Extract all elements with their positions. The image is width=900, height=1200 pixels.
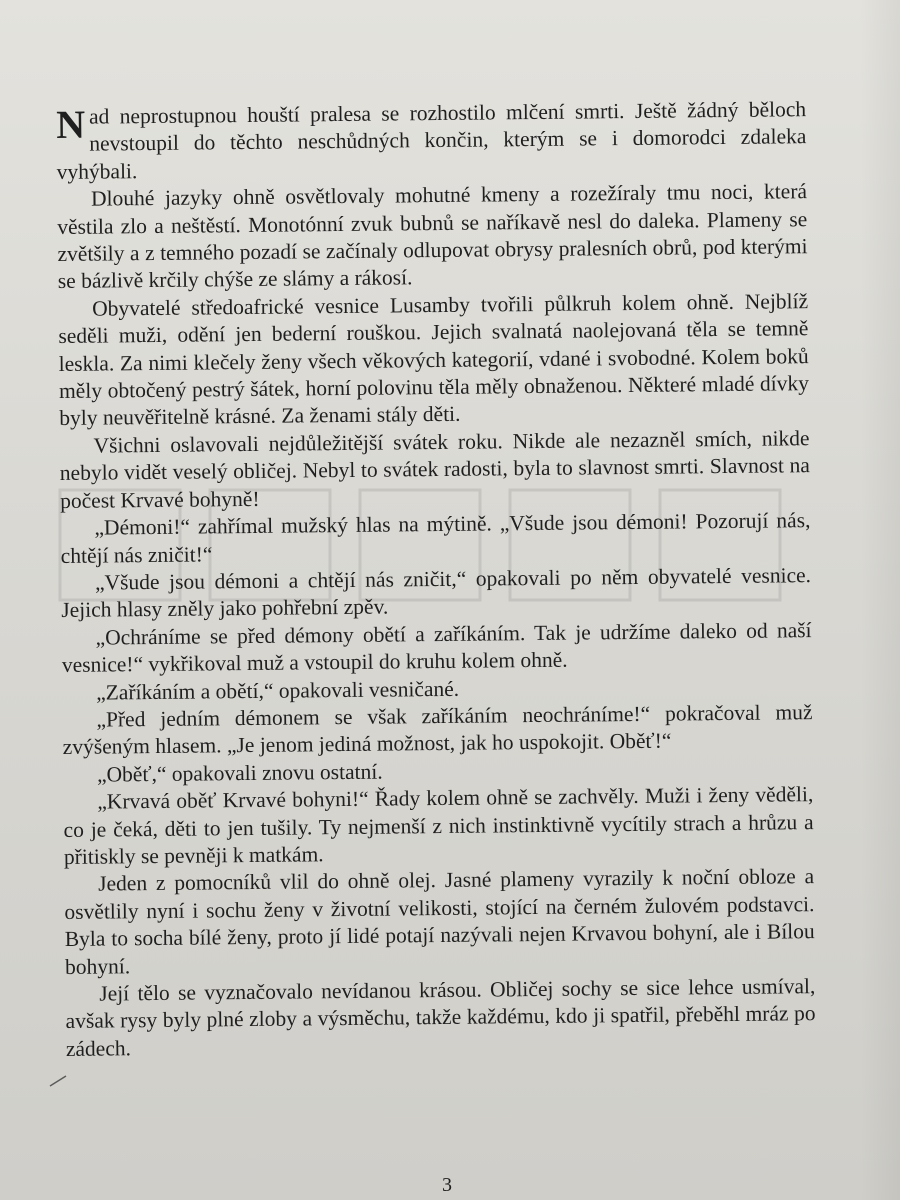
paragraph: Dlouhé jazyky ohně osvětlovaly mohutné kmeny a rozežíraly tmu noci, která věstila zlo a neštěstí. Monotónní zvuk bubnů se naříkavě nesl do daleka. Plameny se zvětšily a z temného pozadí se začínaly odlupovat obrysy pralesních obrů, pod kterými se bázlivě krčily chýše ze slámy a rákosí. — [57, 179, 808, 294]
paragraph: Obyvatelé středoafrické vesnice Lusamby tvořili půlkruh kolem ohně. Nejblíž seděli muži, odění jen bederní rouškou. Jejich svalnatá naolejovaná těla se temně leskla. Za nimi klečely ženy všech věkových kategorií, vdané i svobodné. Kolem boků měly obtočený pestrý šátek, horní polovinu těla měly obnaženou. Některé mladé dívky byly neuvěřitelně krásné. Za ženami stály děti. — [58, 288, 810, 431]
paragraph: „Krvavá oběť Krvavé bohyni!“ Řady kolem ohně se zachvěly. Muži i ženy věděli, co je čeká, děti to jen tušily. Ty nejmenší z nich instinktivně vycítily strach a hrůzu a přitiskly se pevněji k matkám. — [63, 782, 814, 869]
paragraph: „Zaříkáním a obětí,“ opakovali vesničané. — [96, 676, 460, 705]
page-number: 3 — [442, 1174, 452, 1196]
paragraph: Jeden z pomocníků vlil do ohně olej. Jasné plameny vyrazily k noční obloze a osvětlily nyní i sochu ženy v životní velikosti, stojící na černém žulovém podstavci. Byla to socha bílé ženy, proto jí lidé potají nazývali nejen Krvavou bohyní, ale i Bílou bohyní. — [64, 864, 815, 979]
paragraph-text: ad neprostupnou houští pralesa se rozhostilo mlčení smrti. Ještě žádný běloch nevstoupil do těchto neschůdných končin, kterým se i domorodci zdaleka vyhýbali. — [56, 97, 807, 184]
drop-cap: N — [55, 101, 86, 147]
paragraph: „Oběť,“ opakovali znovu ostatní. — [96, 759, 383, 787]
paragraph: Její tělo se vyznačovalo nevídanou krásou. Obličej sochy se sice lehce usmíval, avšak rysy byly plné zloby a výsměchu, takže každému, kdo ji spatřil, přeběhl mráz po zádech. — [65, 974, 816, 1061]
paragraph: „Před jedním démonem se však zaříkáním neochráníme!“ pokračoval muž zvýšeným hlasem. „Je jenom jediná možnost, jak ho uspokojit. Oběť!“ — [62, 700, 813, 760]
paragraph: „Démoni!“ zahřímal mužský hlas na mýtině. „Všude jsou démoni! Pozorují nás, chtějí nás zničit!“ — [60, 508, 811, 568]
page-edge-shadow — [860, 0, 900, 1200]
paragraph: „Všude jsou démoni a chtějí nás zničit,“ opakovali po něm obyvatelé vesnice. Jejich hlasy zněly jako pohřební zpěv. — [61, 563, 812, 623]
paragraph: Všichni oslavovali nejdůležitější svátek roku. Nikde ale nezazněl smích, nikde nebylo vidět veselý obličej. Nebyl to svátek radosti, byla to slavnost smrti. Slavnost na počest Krvavé bohyně! — [59, 426, 810, 513]
paragraph: „Ochráníme se před démony obětí a zaříkáním. Tak je udržíme daleko od naší vesnice!“ vykřikoval muž a vstoupil do kruhu kolem ohně. — [61, 617, 812, 678]
body-text — [56, 96, 816, 1063]
paragraph — [56, 96, 807, 186]
pencil-mark — [48, 1074, 68, 1088]
